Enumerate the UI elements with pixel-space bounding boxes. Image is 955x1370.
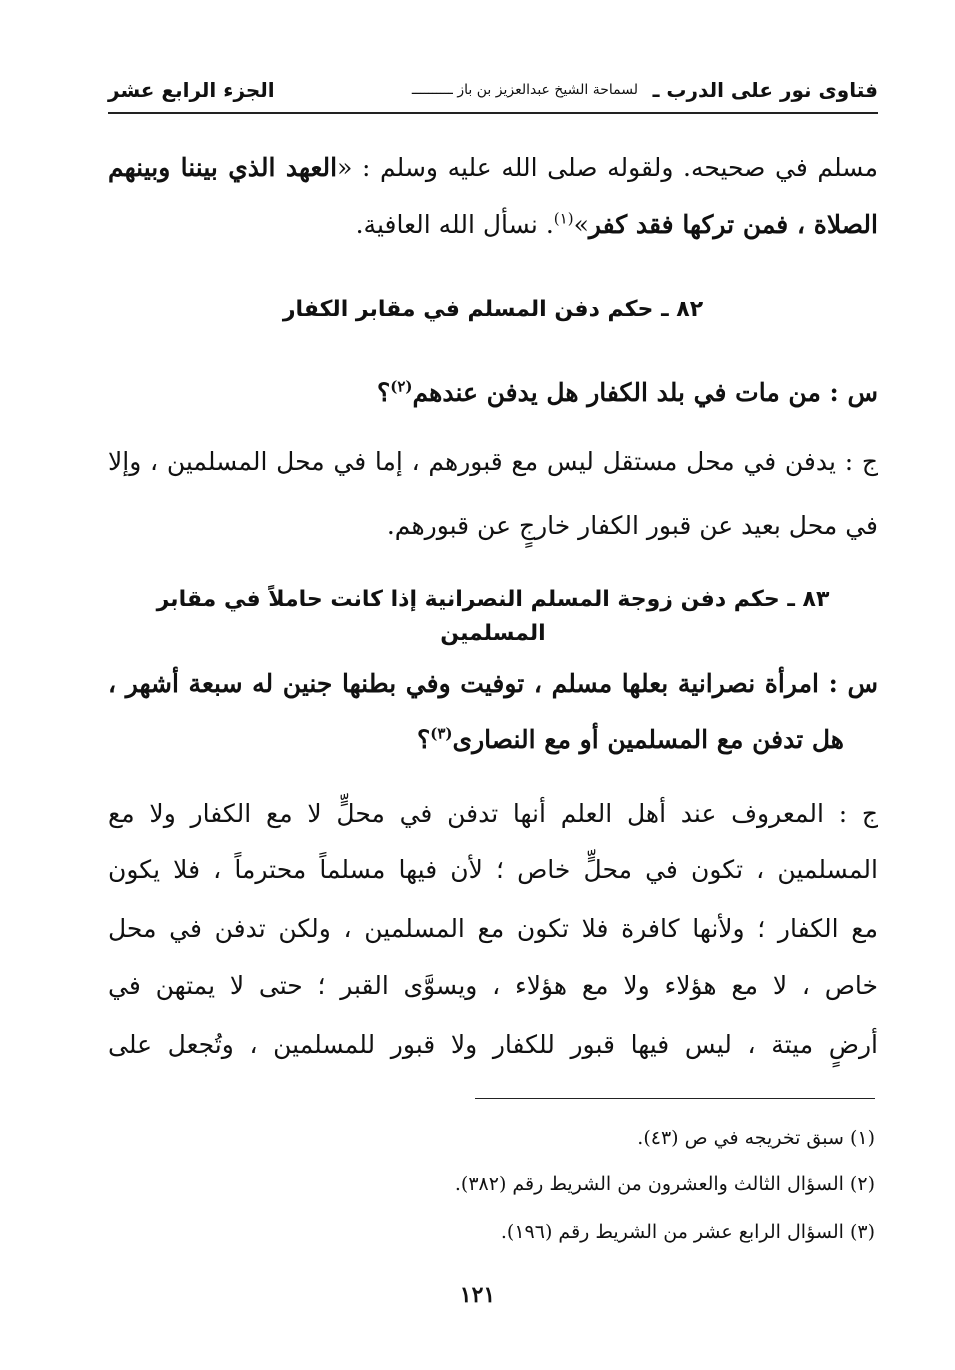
header-author: لسماحة الشيخ عبدالعزيز بن باز ــــــــــ — [411, 82, 638, 98]
hadith-quote: العهد الذي بيننا وبينهم — [108, 153, 338, 182]
fatwa-83-question-line-2 — [108, 722, 878, 758]
fatwa-83-answer-line-5: أرضٍ ميتة ، ليس فيها قبور للكفار ولا قبور للمسلمين ، وتُجعل على — [108, 1030, 878, 1059]
fatwa-82-question — [108, 375, 878, 411]
footnote-divider — [475, 1098, 875, 1099]
page-number: ١٢١ — [459, 1282, 496, 1308]
question-mark: ؟ — [416, 725, 431, 754]
question-text: س : من مات في بلد الكفار هل يدفن عندهم — [412, 378, 878, 407]
fatwa-83-answer-line-2: المسلمين ، تكون في محلٍّ خاص ؛ لأن فيها مسلماً محترماً ، فلا يكون — [108, 855, 878, 884]
fatwa-83-answer-line-3: مع الكفار ؛ ولأنها كافرة فلا تكون مع المسلمين ، ولكن تدفن في محل — [108, 914, 878, 943]
fatwa-83-answer-line-4: خاص ، لا مع هؤلاء ولا مع هؤلاء ، ويسوَّى القبر ؛ حتى لا يمتهن في — [108, 971, 878, 1000]
intro-line-1 — [108, 150, 878, 186]
footnote-ref: (١) — [553, 209, 574, 228]
footnote-ref: (٢) — [390, 377, 413, 396]
fatwa-82-answer-line-1: ج : يدفن في محل مستقل ليس مع قبورهم ، إما في محل المسلمين ، وإلا — [108, 447, 878, 476]
fatwa-82-answer-line-2: في محل بعيد عن قبور الكفار خارجٍ عن قبورهم. — [386, 511, 878, 540]
running-header — [108, 72, 878, 114]
hadith-quote: الصلاة ، فمن تركها فقد كفر — [588, 210, 878, 239]
question-mark: ؟ — [376, 378, 391, 407]
header-volume: الجزء الرابع عشر — [108, 78, 275, 102]
footnote-2: (٢) السؤال الثالث والعشرون من الشريط رقم (٣٨٢). — [454, 1173, 875, 1195]
footnote-ref: (٣) — [430, 724, 453, 743]
footnote-1: (١) سبق تخريجه في ص (٤٣). — [637, 1127, 875, 1149]
intro-line-2 — [108, 207, 878, 243]
header-book-title: فتاوى نور على الدرب ـ — [652, 78, 878, 102]
quote-mark: » — [573, 210, 589, 239]
question-text: هل تدفن مع المسلمين أو مع النصارى — [452, 725, 844, 754]
fatwa-82-title: ٨٢ ـ حكم دفن المسلم في مقابر الكفار — [282, 297, 704, 322]
fatwa-83-question-line-1: س : امرأة نصرانية بعلها مسلم ، توفيت وفي بطنها جنين له سبعة أشهر ، — [108, 669, 878, 698]
intro-text: مسلم في صحيحه. ولقوله صلى الله عليه وسلم : « — [337, 153, 879, 182]
footnote-3: (٣) السؤال الرابع عشر من الشريط رقم (١٩٦). — [500, 1221, 875, 1243]
fatwa-83-answer-line-1: ج : المعروف عند أهل العلم أنها تدفن في محلٍّ لا مع الكفار ولا مع — [108, 799, 878, 828]
fatwa-83-title: ٨٣ ـ حكم دفن زوجة المسلم النصرانية إذا كانت حاملاً في مقابر المسلمين — [156, 587, 830, 646]
intro-text: . نسأل الله العافية. — [355, 210, 554, 239]
